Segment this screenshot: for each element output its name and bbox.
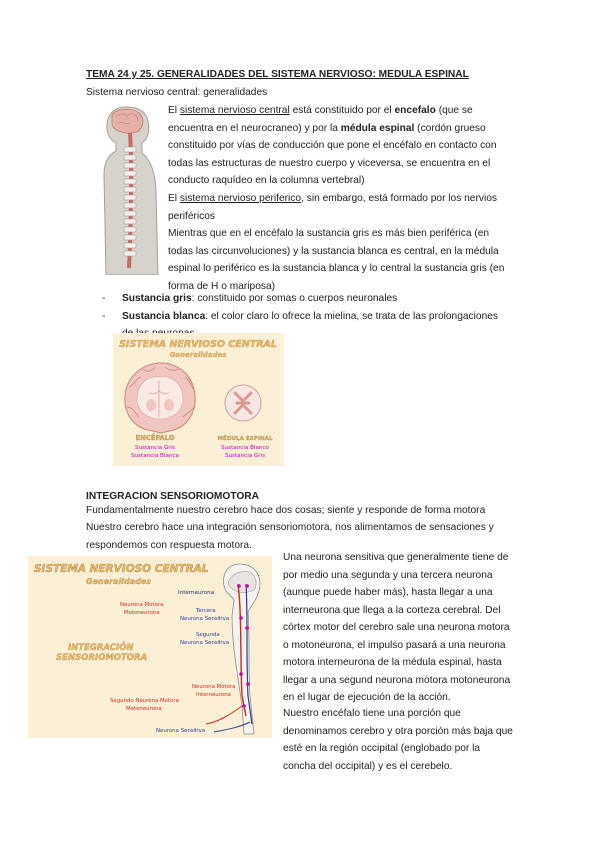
intro-paragraph-3: Mientras que en el encéfalo la sustancia gris es más bien periférica (en todas las circunvoluciones) y la sustancia blanca es central, en la médula espinal lo periférico es la sustancia blanca y lo central la sustancia gris (en forma de H o mariposa) <box>168 228 505 292</box>
section-heading: INTEGRACION SENSORIOMOTORA <box>86 491 260 502</box>
integration-paragraph-1: Fundamentalmente nuestro cerebro hace dos cosas; siente y responde de forma motora <box>86 505 486 516</box>
section-subtitle: Sistema nervioso central: generalidades <box>86 87 268 98</box>
seg-motora-label-b: Motoneurona <box>126 706 162 712</box>
figure2-subtitle: Generalidades <box>86 577 151 586</box>
medula-gray-label: Sustancia Gris <box>224 453 266 459</box>
integracion-label-b: SENSORIOMOTORA <box>56 653 148 663</box>
figure1-title: SISTEMA NERVIOSO CENTRAL <box>119 339 277 350</box>
intro-paragraph-1: El sistema nervioso central está constituido por el encefalo (que se encuentra en el neurocraneo) y por la médula espinal (cordón grueso constituido por vías de conducción que pone el encéfalo en contacto con todas las estructuras de nuestro cuerpo y viceversa, se encuentra en el conducto raquídeo en la columna vertebral) <box>168 105 497 186</box>
integration-paragraph-2: Nuestro cerebro hace una integración sensoriomotora, nos alimentamos de sensaciones y respondemos con respuesta motora. <box>86 522 494 551</box>
list-item: - Sustancia gris: constituido por somas o cuerpos neuronales <box>102 293 398 304</box>
gray-white-matter-figure <box>113 333 284 466</box>
page-title: TEMA 24 y 25. GENERALIDADES DEL SISTEMA NERVIOSO: MEDULA ESPINAL <box>86 69 469 80</box>
sensitiva-label: Neurona Sensitiva <box>156 728 206 734</box>
encefalo-white-label: Sustancia Blanca <box>131 453 179 459</box>
list-item: - Sustancia blanca: el color claro lo ofrece la mielina, se trata de las prolongaciones <box>102 310 498 322</box>
interneurona-label: Interneurona <box>178 590 215 596</box>
segunda-label-b: Neurona Sensitiva <box>180 640 230 646</box>
encefalo-gray-label: Sustancia Gris <box>134 445 176 451</box>
central-nervous-system-term: sistema nervioso central <box>179 105 290 116</box>
spinal-cord-section-illustration <box>225 385 261 421</box>
sensorimotor-figure <box>28 556 272 738</box>
medula-white-label: Sustancia Blanco <box>221 445 269 451</box>
nm-inter-label-a: Neurona Motora <box>192 684 236 690</box>
integration-paragraph-4: Nuestro encéfalo tiene una porción que denominamos cerebro y otra porción más baja que esté en la región occipital (englobado por la concha del occipital) y es el cerebelo. <box>283 708 513 772</box>
tercera-label-b: Neurona Sensitiva <box>180 616 230 622</box>
brain-section-illustration <box>125 363 195 433</box>
encefalo-label: ENCÉFALO <box>135 434 175 442</box>
peripheral-nervous-system-term: sistema nervioso periferico <box>179 193 302 204</box>
nervous-system-body-figure <box>98 103 164 275</box>
segunda-label-a: Segunda <box>196 632 220 638</box>
intro-paragraph-2: El sistema nervioso periferico, sin embargo, está formado por los nervios periféricos <box>168 193 497 222</box>
figure1-subtitle: Generalidades <box>169 351 227 359</box>
seg-motora-label-a: Segundo Neurona Motora <box>110 698 179 704</box>
nm-inter-label-b: Interneurona <box>196 692 231 698</box>
integration-paragraph-3: Una neurona sensitiva que generalmente tiene de por medio una segunda y una tercera neurona (aunque puede haber más), hasta llegar a una interneurona que llega a la corteza cerebral. Del córtex motor del cerebro sale una neurona motora o motoneurona, el impulso pasará a una neurona motora interneurona de la médula espinal, hasta llegar a una segund neurona motora motoneurona en el lugar de ejecución de la acción. <box>283 552 511 703</box>
motora1-label-a: Neurona Motora <box>120 602 164 608</box>
integracion-label-a: INTEGRACIÓN <box>68 643 134 653</box>
tercera-label-a: Tercera <box>196 608 216 614</box>
motora1-label-b: Motoneurona <box>124 610 160 616</box>
figure2-title: SISTEMA NERVIOSO CENTRAL <box>34 563 209 575</box>
medula-label: MÉDULA ESPINAL <box>217 436 273 442</box>
